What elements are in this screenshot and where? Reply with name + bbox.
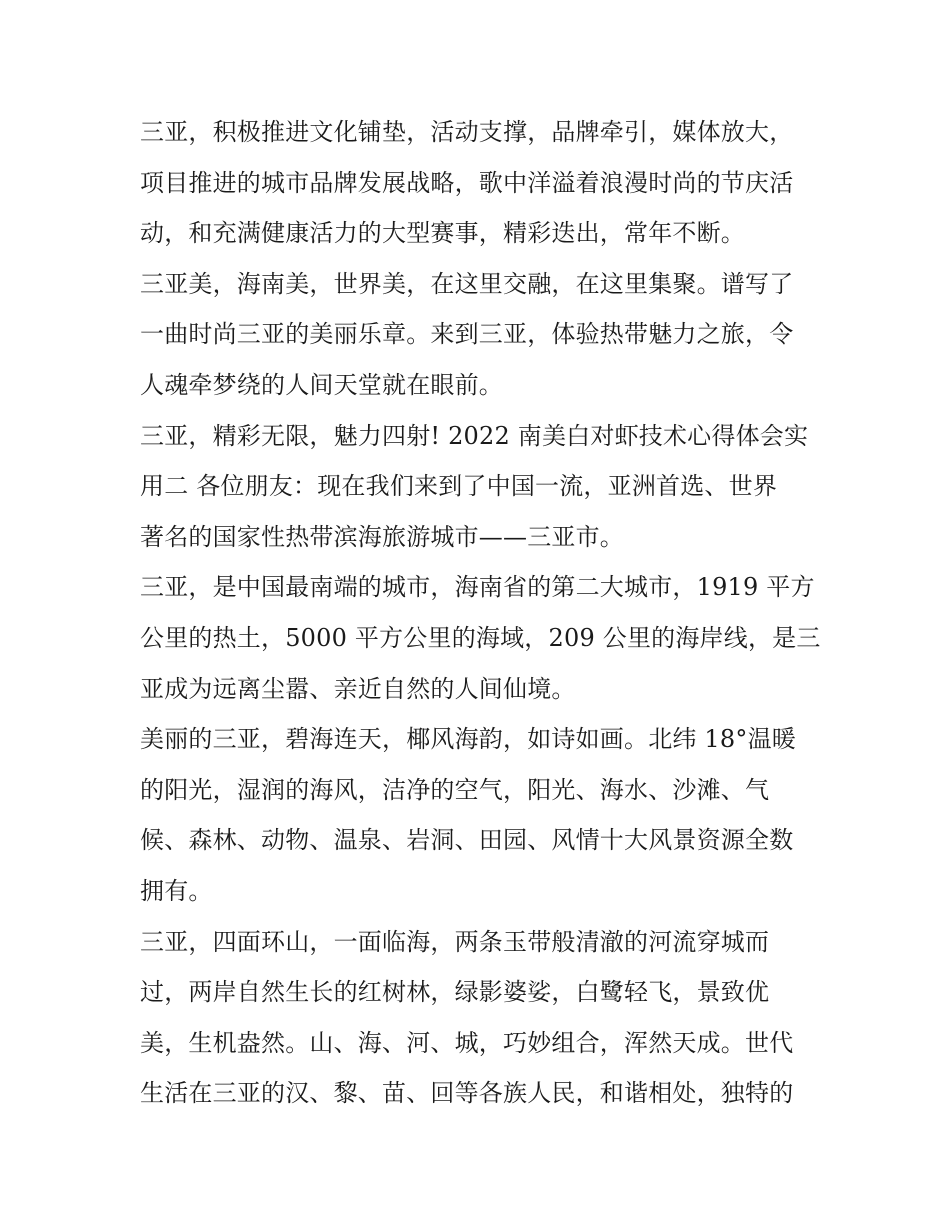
text-line: 生活在三亚的汉、黎、苗、回等各族人民，和谐相处，独特的 bbox=[140, 1079, 794, 1108]
text-line: 三亚，是中国最南端的城市，海南省的第二大城市，1919 平方 bbox=[140, 573, 815, 602]
text-line: 项目推进的城市品牌发展战略，歌中洋溢着浪漫时尚的节庆活 bbox=[140, 168, 794, 197]
text-line: 候、森林、动物、温泉、岩洞、田园、风情十大风景资源全数 bbox=[140, 826, 794, 855]
text-line: 公里的热土，5000 平方公里的海域，209 公里的海岸线，是三 bbox=[140, 623, 821, 652]
text-line: 的阳光，湿润的海风，洁净的空气，阳光、海水、沙滩、气 bbox=[140, 775, 770, 804]
text-line: 过，两岸自然生长的红树林，绿影婆娑，白鹭轻飞，景致优 bbox=[140, 978, 770, 1007]
text-line: 一曲时尚三亚的美丽乐章。来到三亚，体验热带魅力之旅，令 bbox=[140, 320, 794, 349]
text-line: 三亚，四面环山，一面临海，两条玉带般清澈的河流穿城而 bbox=[140, 927, 770, 956]
text-line: 拥有。 bbox=[140, 876, 213, 905]
text-line: 三亚美，海南美，世界美，在这里交融，在这里集聚。谱写了 bbox=[140, 269, 794, 298]
text-line: 三亚，积极推进文化铺垫，活动支撑，品牌牵引，媒体放大， bbox=[140, 118, 794, 146]
text-line: 著名的国家性热带滨海旅游城市——三亚市。 bbox=[140, 522, 624, 551]
text-line: 亚成为远离尘嚣、亲近自然的人间仙境。 bbox=[140, 674, 576, 703]
text-line: 动，和充满健康活力的大型赛事，精彩迭出，常年不断。 bbox=[140, 219, 745, 248]
text-line: 用二 各位朋友：现在我们来到了中国一流，亚洲首选、世界 bbox=[140, 472, 778, 501]
text-line: 美，生机盎然。山、海、河、城，巧妙组合，浑然天成。世代 bbox=[140, 1028, 794, 1057]
text-line: 三亚，精彩无限，魅力四射! 2022 南美白对虾技术心得体会实 bbox=[140, 421, 809, 450]
text-line: 人魂牵梦绕的人间天堂就在眼前。 bbox=[140, 370, 503, 399]
body-text bbox=[140, 107, 820, 1119]
text-line: 美丽的三亚，碧海连天，椰风海韵，如诗如画。北纬 18°温暖 bbox=[140, 725, 796, 754]
